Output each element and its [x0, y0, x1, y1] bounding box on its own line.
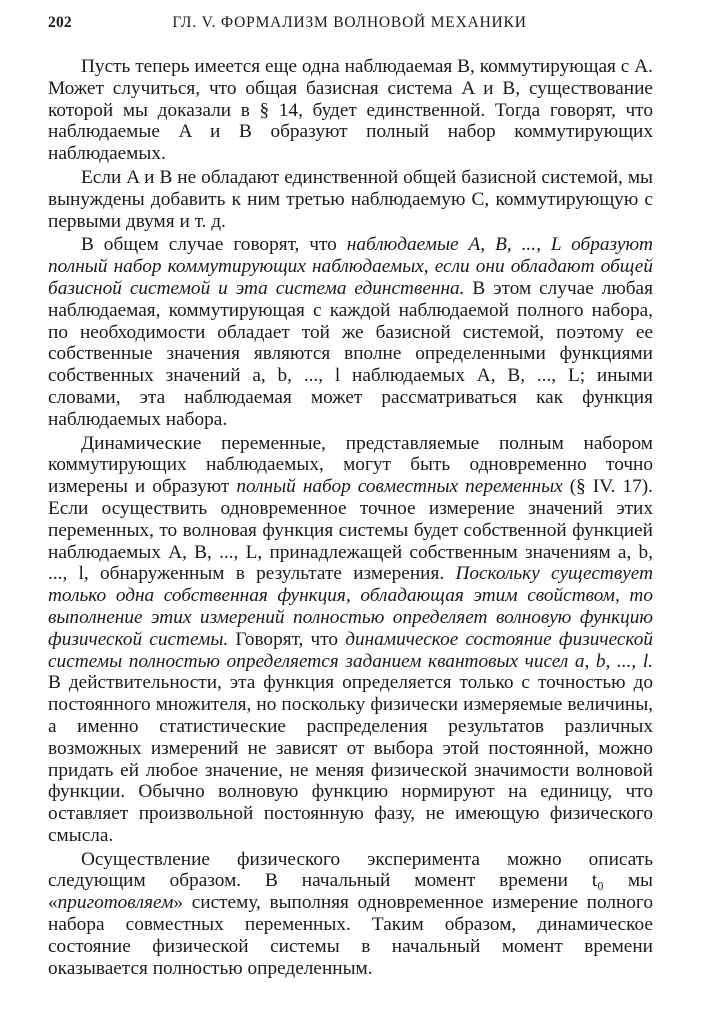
- paragraph-5: [48, 849, 653, 980]
- paragraph-4-part: (§ IV. 17). Если осуществить одновременное точное измерение значений этих переменных, то волновая функция системы будет собственной функцией наблюдаемых A, B, ..., L, принадлежащей собственным значениям a, b, ..., l, обнаруженным в результате измерения.: [48, 476, 653, 585]
- paragraph-4-rest: В действительности, эта функция определяется только с точностью до постоянного множителя, но поскольку физически измеряемые величины, а именно статистические распределения результатов различных возможных измерений не зависят от выбора этой постоянной, можно придать ей любое значение, не меняя физической значимости волновой функции. Обычно волновую функцию нормируют на единицу, что оставляет произвольной постоянную фазу, не имеющую физического смысла.: [48, 672, 653, 846]
- term-compatible-variables: полный набор совместных переменных: [236, 476, 563, 498]
- body-text: [48, 56, 653, 981]
- paragraph-3-intro: В общем случае говорят, что: [81, 234, 347, 256]
- paragraph-4-link: Говорят, что: [228, 628, 346, 650]
- paragraph-4: [48, 433, 653, 847]
- term-prepare: приготовляем: [57, 892, 174, 914]
- running-head: ГЛ. V. ФОРМАЛИЗМ ВОЛНОВОЙ МЕХАНИКИ: [172, 14, 527, 31]
- paragraph-3: [48, 234, 653, 430]
- definition-complete-set: наблюдаемые A, B, ..., L образуют полный набор коммутирующих наблюдаемых, если они обладают общей базисной системой и эта система единственна.: [48, 234, 653, 299]
- paragraph-5-rest: » систему, выполняя одновременное измерение полного набора совместных переменных. Таким образом, динамическое состояние физической системы в начальный момент времени оказывается полностью определенным.: [48, 892, 653, 979]
- paragraph-3-rest: В этом случае любая наблюдаемая, коммутирующая с каждой наблюдаемой полного набора, по необходимости обладает той же базисной системой, поэтому ее собственные значения являются вполне определенными функциями собственных значений a, b, ..., l наблюдаемых A, B, ..., L; иными словами, эта наблюдаемая может рассматриваться как функция наблюдаемых набора.: [48, 277, 653, 430]
- paragraph-4-intro: Динамические переменные, представляемые полным набором коммутирующих наблюдаемых, могут быть одновременно точно измерены и образуют: [48, 432, 653, 498]
- statement-unique-eigenfunction: Поскольку существует только одна собственная функция, обладающая этим свойством, то выполнение этих измерений полностью определяет волновую функцию физической системы.: [48, 563, 653, 650]
- page-number: 202: [48, 14, 72, 31]
- statement-quantum-numbers: динамическое состояние физической системы полностью определяется заданием квантовых чисел a, b, ..., l.: [48, 628, 653, 672]
- paragraph-1: Пусть теперь имеется еще одна наблюдаемая B, коммутирующая с A. Может случиться, что общая базисная система A и B, существование которой мы доказали в § 14, будет единственной. Тогда говорят, что наблюдаемые A и B образуют полный набор коммутирующих наблюдаемых.: [48, 56, 653, 165]
- paragraph-5-intro: Осуществление физического эксперимента можно описать следующим образом. В начальный момент времени t₀ мы «: [48, 848, 653, 914]
- paragraph-2: Если A и B не обладают единственной общей базисной системой, мы вынуждены добавить к ним третью наблюдаемую C, коммутирующую с первыми двумя и т. д.: [48, 166, 653, 232]
- page-header: [48, 14, 651, 38]
